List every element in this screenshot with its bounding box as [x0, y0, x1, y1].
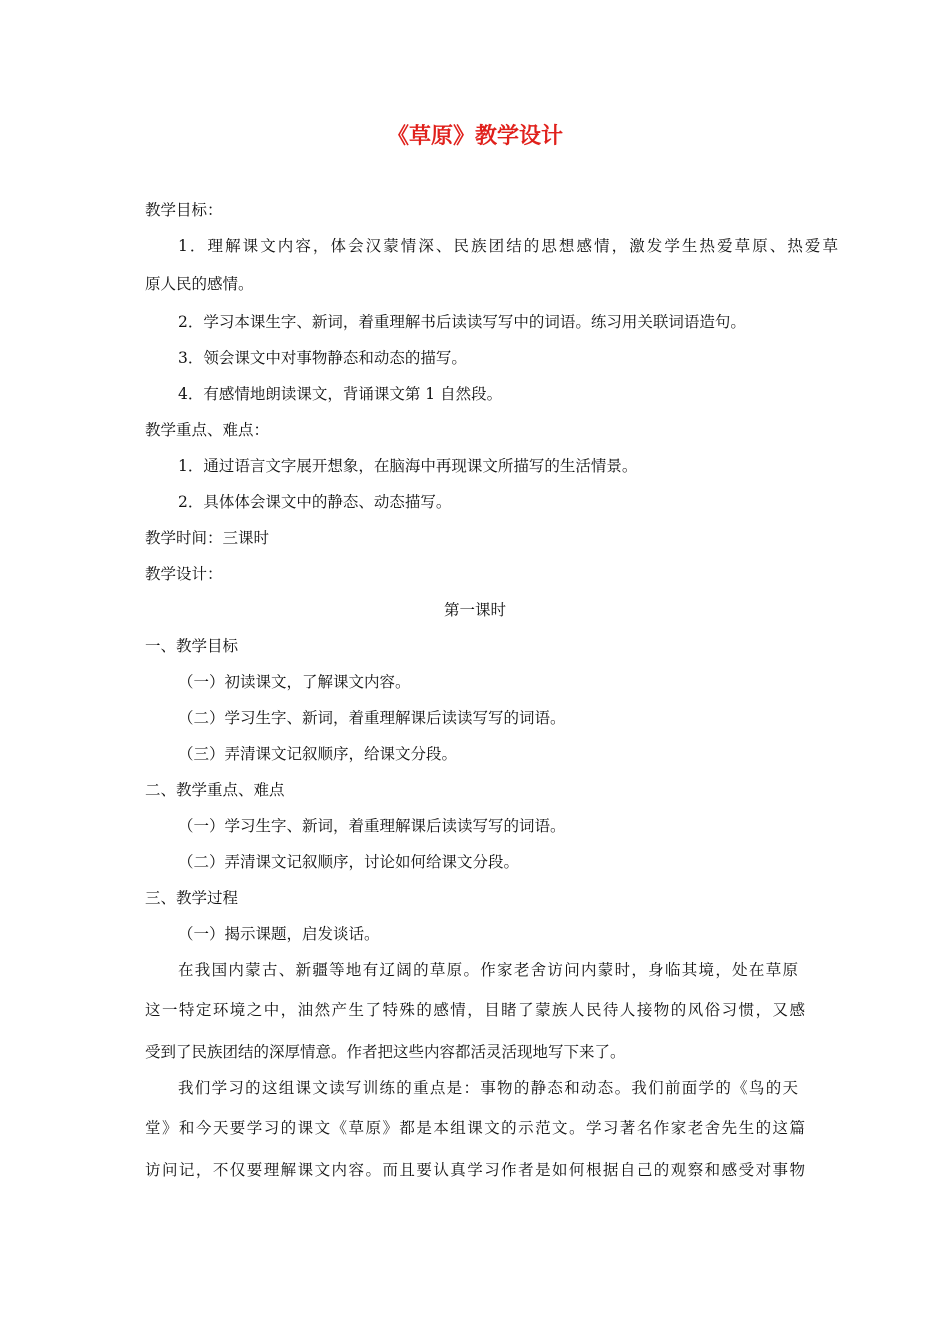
teaching-time: 教学时间：三课时	[145, 529, 270, 547]
goal-item-1-continued: 原人民的感情。	[145, 275, 254, 293]
paragraph-1-line-1: 在我国内蒙古、新疆等地有辽阔的草原。作家老舍访问内蒙时，身临其境，处在草原	[178, 961, 798, 979]
goal-item-1: 1．理解课文内容，体会汉蒙情深、民族团结的思想感情，激发学生热爱草原、热爱草	[178, 237, 838, 255]
heading-key-points: 教学重点、难点：	[145, 421, 270, 439]
key-point-1: 1．通过语言文字展开想象，在脑海中再现课文所描写的生活情景。	[178, 457, 638, 475]
section-1-heading: 一、教学目标	[145, 637, 239, 655]
paragraph-1-line-2: 这一特定环境之中，油然产生了特殊的感情，目睹了蒙族人民待人接物的风俗习惯，又感	[145, 1001, 805, 1019]
section-1-item-2: （二）学习生字、新词，着重理解课后读读写写的词语。	[178, 709, 566, 727]
paragraph-2-line-2: 堂》和今天要学习的课文《草原》都是本组课文的示范文。学习著名作家老舍先生的这篇	[145, 1119, 805, 1137]
paragraph-1-line-3: 受到了民族团结的深厚情意。作者把这些内容都活灵活现地写下来了。	[145, 1043, 626, 1061]
goal-item-3: 3．领会课文中对事物静态和动态的描写。	[178, 349, 467, 367]
paragraph-2-line-1: 我们学习的这组课文读写训练的重点是：事物的静态和动态。我们前面学的《鸟的天	[178, 1079, 798, 1097]
section-3-heading: 三、教学过程	[145, 889, 239, 907]
lesson-heading: 第一课时	[443, 601, 506, 619]
heading-teaching-goals: 教学目标：	[145, 201, 223, 219]
section-2-item-1: （一）学习生字、新词，着重理解课后读读写写的词语。	[178, 817, 566, 835]
section-3-item-1: （一）揭示课题，启发谈话。	[178, 925, 380, 943]
section-2-heading: 二、教学重点、难点	[145, 781, 285, 799]
section-1-item-3: （三）弄清课文记叙顺序，给课文分段。	[178, 745, 458, 763]
goal-item-2: 2．学习本课生字、新词，着重理解书后读读写写中的词语。练习用关联词语造句。	[178, 313, 746, 331]
paragraph-2-line-3: 访问记，不仅要理解课文内容。而且要认真学习作者是如何根据自己的观察和感受对事物	[145, 1161, 805, 1179]
goal-item-4: 4．有感情地朗读课文，背诵课文第 1 自然段。	[178, 385, 503, 403]
key-point-2: 2．具体体会课文中的静态、动态描写。	[178, 493, 452, 511]
section-1-item-1: （一）初读课文，了解课文内容。	[178, 673, 411, 691]
document-title: 《草原》教学设计	[386, 124, 563, 149]
heading-teaching-design: 教学设计：	[145, 565, 223, 583]
section-2-item-2: （二）弄清课文记叙顺序，讨论如何给课文分段。	[178, 853, 520, 871]
